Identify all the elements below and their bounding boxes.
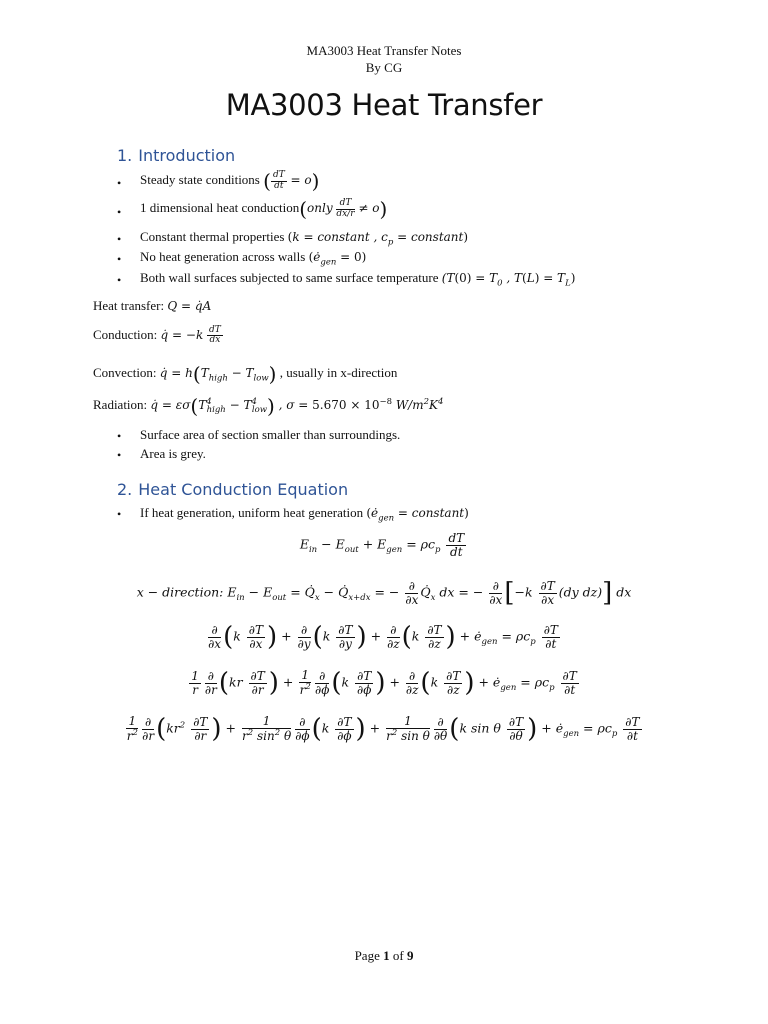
radiation-formula: Radiation: q̇ = $\varepsilon\sigma(T^4_{high} - T^4_{low})$ , $\sigma = 5.670 \times 10^{-8}$ $W/m^2K^4$ <box>93 394 444 418</box>
list-item: Both wall surfaces subjected to same surface temperature ($T(0) = T_0$ , $T(L) = T_L$) <box>140 270 576 289</box>
x-direction-equation: x − direction: $E_{in} - E_{out}$ = $Q̇_x$ − $Q̇_{x+dx}$ = − $\frac{\partial}{\partial x}$ $Q̇_x$ dx = − $\frac{\partial}{\partial x}$ [−k $\frac{\partial T}{\partial x}$ (dy dz)] dx <box>136 578 632 608</box>
list-item: 1 dimensional heat conduction(only $\frac{dT}{dx/r}$ ≠ o) <box>140 197 388 221</box>
list-item: Area is grey. <box>140 446 206 461</box>
cartesian-heat-equation: $\frac{\partial}{\partial x}$ (k $\frac{\partial T}{\partial x}$ ) + $\frac{\partial}{\partial y}$ (k $\frac{\partial T}{\partial y}$ ) + $\frac{\partial}{\partial z}$ (k $\frac{\partial T}{\partial z}$ ) + $ė_{gen} = \rho c_p$ $\frac{\partial T}{\partial t}$ <box>208 622 558 652</box>
convection-formula: Convection: q̇ = $h(T_{high} - T_{low})$ , usually in x-direction <box>93 362 398 386</box>
bullet-icon: • <box>117 429 122 443</box>
spherical-heat-equation: $\frac{1}{r^2}$ $\frac{\partial}{\partial r}$ ($kr^2$ $\frac{\partial T}{\partial r}$ ) + $\frac{1}{r^2 \sin^2 \theta}$ $\frac{\partial}{\partial\phi}$ (k $\frac{\partial T}{\partial\phi}$ ) + $\frac{1}{r^2 \sin \theta}$ $\frac{\partial}{\partial\theta}$ (k sin θ $\frac{\partial T}{\partial\theta}$ ) + $ė_{gen} = \rho c_p$ $\frac{\partial T}{\partial t}$ <box>126 714 640 744</box>
bullet-icon: • <box>117 507 122 521</box>
section-number: 2. <box>117 480 133 499</box>
bullet-icon: • <box>117 232 122 246</box>
page-title: MA3003 Heat Transfer <box>225 88 543 122</box>
section-heading-heat-conduction-equation <box>117 480 348 499</box>
section-title: Heat Conduction Equation <box>138 480 349 499</box>
section-heading-introduction <box>117 146 235 165</box>
list-item: Steady state conditions ( $\frac{dT}{dt}$ = o) <box>140 169 320 193</box>
bullet-icon: • <box>117 448 122 462</box>
bullet-icon: • <box>117 273 122 287</box>
conduction-formula: Conduction: q̇ = −k $\frac{dT}{dx}$ <box>93 325 221 346</box>
section-number: 1. <box>117 146 133 165</box>
section-title: Introduction <box>138 146 236 165</box>
bullet-icon: • <box>117 252 122 266</box>
bullet-icon: • <box>117 205 122 219</box>
energy-balance-equation: $E_{in} - E_{out} + E_{gen} = \rho c_p$ $\frac{dT}{dt}$ <box>299 531 465 559</box>
list-item: Constant thermal properties (k = constant , $c_p$ = constant) <box>140 229 469 248</box>
cylindrical-heat-equation: $\frac{1}{r}$ $\frac{\partial}{\partial r}$ (kr $\frac{\partial T}{\partial r}$ ) + $\frac{1}{r^2}$ $\frac{\partial}{\partial\phi}$ (k $\frac{\partial T}{\partial\phi}$ ) + $\frac{\partial}{\partial z}$ (k $\frac{\partial T}{\partial z}$ ) + $ė_{gen} = \rho c_p$ $\frac{\partial T}{\partial t}$ <box>191 668 577 698</box>
header-author: By CG <box>365 60 403 75</box>
list-item: If heat generation, uniform heat generation ($ė_{gen}$ = constant) <box>140 505 469 524</box>
list-item: No heat generation across walls $(ė_{gen} = 0)$ <box>140 249 367 268</box>
header-course-title: MA3003 Heat Transfer Notes <box>306 43 462 58</box>
list-item: Surface area of section smaller than surroundings. <box>140 427 401 442</box>
page-number: Page 1 of 9 <box>354 948 414 963</box>
heat-transfer-formula: Heat transfer: Q = q̇A <box>93 298 212 313</box>
bullet-icon: • <box>117 176 122 190</box>
